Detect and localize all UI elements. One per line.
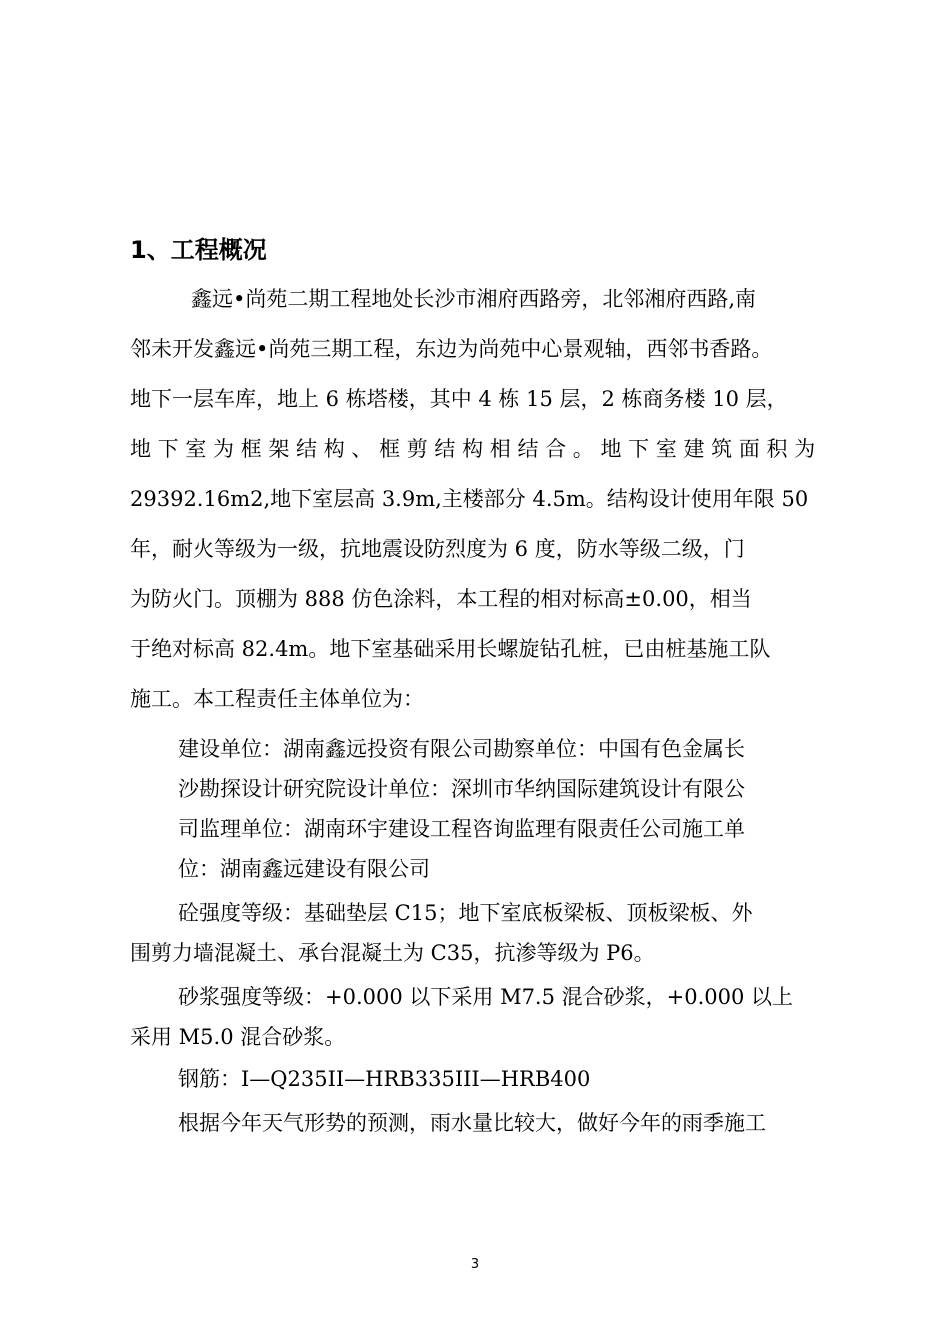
page-number: 3 [470, 1257, 480, 1272]
text-line: 年，耐火等级为一级，抗地震设防烈度为 6 度，防水等级二级，门 [130, 537, 745, 561]
text-line: 采用 M5.0 混合砂浆。 [130, 1025, 346, 1049]
section-heading: 1、工程概况 [130, 236, 267, 264]
text-line: 钢筋：I—Q235II—HRB335III—HRB400 [178, 1067, 591, 1091]
text-line: 邻未开发鑫远•尚苑三期工程，东边为尚苑中心景观轴，西邻书香路。 [130, 337, 773, 361]
text-line: 为防火门。顶棚为 888 仿色涂料，本工程的相对标高±0.00，相当 [130, 587, 752, 611]
text-line: 地 下 室 为 框 架 结 构 、 框 剪 结 构 相 结 合 。 地 下 室 建 筑 面 积 为 [130, 437, 816, 461]
text-line: 地下一层车库，地上 6 栋塔楼，其中 4 栋 15 层，2 栋商务楼 10 层， [130, 387, 788, 411]
text-line: 砼强度等级：基础垫层 C15；地下室底板梁板、顶板梁板、外 [178, 901, 753, 925]
text-line: 施工。本工程责任主体单位为： [130, 687, 424, 711]
text-line: 根据今年天气形势的预测，雨水量比较大，做好今年的雨季施工 [178, 1111, 766, 1135]
text-line: 鑫远•尚苑二期工程地处长沙市湘府西路旁，北邻湘府西路,南 [191, 287, 757, 311]
text-line: 围剪力墙混凝土、承台混凝土为 C35，抗渗等级为 P6。 [130, 941, 655, 965]
text-line: 司监理单位：湖南环宇建设工程咨询监理有限责任公司施工单 [178, 817, 745, 841]
text-line: 砂浆强度等级：+0.000 以下采用 M7.5 混合砂浆，+0.000 以上 [178, 985, 794, 1009]
text-line: 沙勘探设计研究院设计单位：深圳市华纳国际建筑设计有限公 [178, 777, 745, 801]
text-line: 位：湖南鑫远建设有限公司 [178, 857, 430, 881]
text-line: 建设单位：湖南鑫远投资有限公司勘察单位：中国有色金属长 [178, 737, 745, 761]
text-line: 29392.16m2,地下室层高 3.9m,主楼部分 4.5m。结构设计使用年限 50 [130, 487, 809, 511]
text-line: 于绝对标高 82.4m。地下室基础采用长螺旋钻孔桩，已由桩基施工队 [130, 637, 771, 661]
